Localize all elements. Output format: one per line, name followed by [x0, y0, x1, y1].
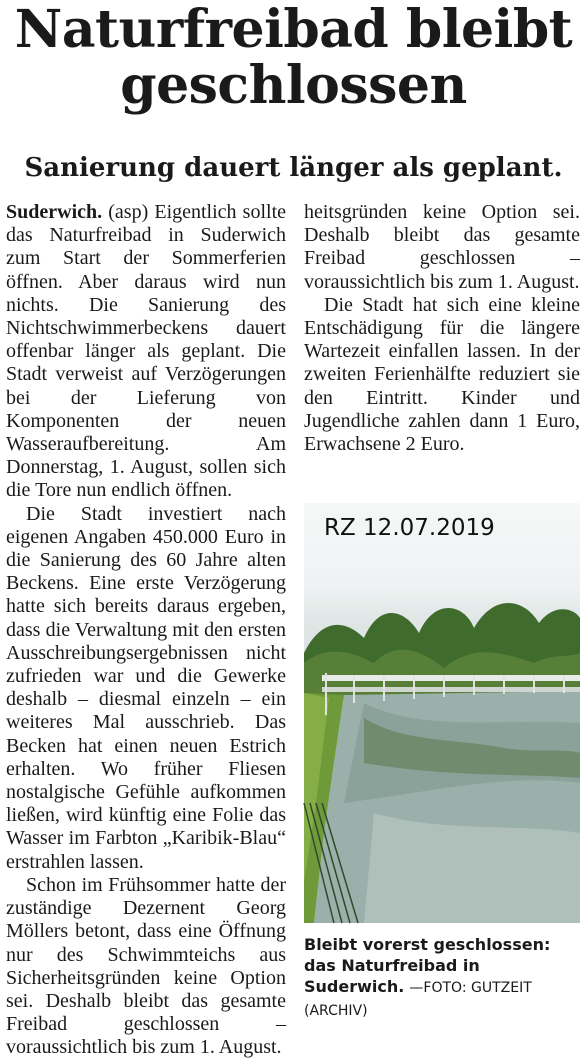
article-photo [304, 503, 580, 923]
caption-text: Bleibt vorerst geschlossen: das Naturfreibad in Suderwich. [304, 935, 551, 996]
article-paragraph-2: Die Stadt investiert nach eigenen Angaben 450.000 Euro in die Sanierung des 60 Jahre alten Beckens. Eine erste Verzögerung hatte sich bereits daraus ergeben, dass die Verwaltung mit den ersten Ausschreibungsergebnissen nicht zufrieden war und die Gewerke deshalb – diesmal einzeln – ein weiteres Mal ausschrieb. Das Becken hat einen neuen Estrich erhalten. Wo früher Fliesen nostalgische Gefühle aufkommen ließen, wird künftig eine Folie das Wasser im Farbton „Karibik-Blau“ erstrahlen lassen. [6, 502, 286, 873]
dateline: Suderwich. [6, 201, 103, 223]
article-column-left [6, 201, 286, 1059]
article-paragraph-1 [6, 201, 286, 503]
article-paragraph-4: Die Stadt hat sich eine kleine Entschädigung für die längere Wartezeit einfallen lassen. In der zweiten Ferienhälfte reduziert sie den Eintritt. Kinder und Jugendliche zahlen dann 1 Euro, Erwachsene 2 Euro. [304, 293, 580, 456]
headline: Naturfreibad bleibt geschlossen [14, 0, 573, 116]
freibad-photo-illustration [304, 503, 580, 923]
article-paragraph-3-continued: heitsgründen keine Option sei. Deshalb bleibt das gesamte Freibad geschlossen – voraussichtlich bis zum 1. August. [304, 201, 580, 293]
article-column-right [304, 201, 580, 481]
article-paragraph-3: Schon im Frühsommer hatte der zuständige Dezernent Georg Möllers betont, dass eine Öffnung nur des Schwimmteichs aus Sicherheitsgründen keine Option sei. Deshalb bleibt das gesamte Freibad geschlossen – voraussichtlich bis zum 1. August. [6, 873, 286, 1059]
subheadline: Sanierung dauert länger als geplant. [24, 153, 563, 183]
photo-credit: —FOTO: GUTZEIT (ARCHIV) [304, 980, 532, 1019]
date-stamp: RZ 12.07.2019 [324, 515, 495, 541]
paragraph-1-text: (asp) Eigentlich sollte das Naturfreibad in Suderwich zum Start der Sommerferien öffnen. Aber daraus wird nun nichts. Die Sanierung des Nichtschwimmerbeckens dauert offenbar länger als geplant. Die Stadt verweist auf Verzögerungen bei der Lieferung von Komponenten der neuen Wasseraufbereitung. Am Donnerstag, 1. August, sollen sich die Tore nun endlich öffnen. [6, 201, 286, 502]
photo-caption [304, 934, 582, 1022]
